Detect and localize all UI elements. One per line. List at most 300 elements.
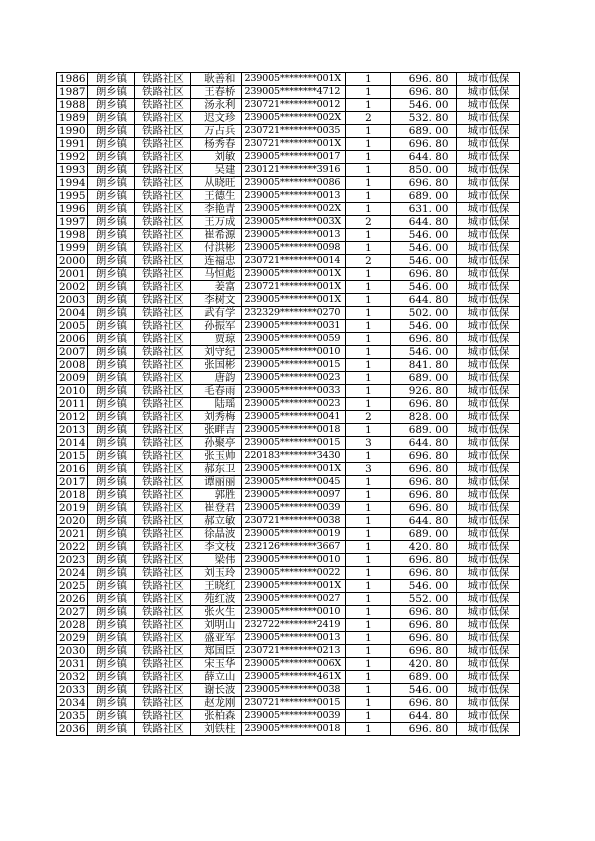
community-cell: 铁路社区	[135, 203, 191, 216]
table-row	[57, 424, 520, 437]
amount-cell: 689. 00	[391, 372, 457, 385]
table-row	[57, 463, 520, 476]
household-count-cell: 1	[346, 86, 391, 99]
table-row	[57, 73, 520, 86]
town-cell: 朗乡镇	[88, 73, 135, 86]
table-row	[57, 99, 520, 112]
household-count-cell: 1	[346, 593, 391, 606]
table-row	[57, 203, 520, 216]
row-number: 2013	[57, 424, 88, 437]
id-number-cell: 239005********002X	[242, 203, 346, 216]
table-row	[57, 697, 520, 710]
town-cell: 朗乡镇	[88, 281, 135, 294]
data-table	[56, 72, 520, 736]
community-cell: 铁路社区	[135, 463, 191, 476]
household-count-cell: 1	[346, 398, 391, 411]
household-count-cell: 1	[346, 450, 391, 463]
name-cell: 郝立敏	[191, 515, 242, 528]
amount-cell: 689. 00	[391, 424, 457, 437]
name-cell: 梁伟	[191, 554, 242, 567]
id-number-cell: 239005********0041	[242, 411, 346, 424]
assistance-type-cell: 城市低保	[457, 554, 520, 567]
amount-cell: 696. 80	[391, 502, 457, 515]
community-cell: 铁路社区	[135, 242, 191, 255]
name-cell: 郭胜	[191, 489, 242, 502]
community-cell: 铁路社区	[135, 255, 191, 268]
id-number-cell: 239005********006X	[242, 658, 346, 671]
household-count-cell: 1	[346, 164, 391, 177]
town-cell: 朗乡镇	[88, 203, 135, 216]
id-number-cell: 232722********2419	[242, 619, 346, 632]
amount-cell: 696. 80	[391, 697, 457, 710]
household-count-cell: 1	[346, 541, 391, 554]
community-cell: 铁路社区	[135, 112, 191, 125]
table-row	[57, 333, 520, 346]
row-number: 2003	[57, 294, 88, 307]
town-cell: 朗乡镇	[88, 411, 135, 424]
community-cell: 铁路社区	[135, 268, 191, 281]
amount-cell: 631. 00	[391, 203, 457, 216]
amount-cell: 696. 80	[391, 489, 457, 502]
household-count-cell: 1	[346, 346, 391, 359]
id-number-cell: 239005********0039	[242, 710, 346, 723]
household-count-cell: 1	[346, 372, 391, 385]
name-cell: 杨秀春	[191, 138, 242, 151]
name-cell: 张火生	[191, 606, 242, 619]
row-number: 2020	[57, 515, 88, 528]
id-number-cell: 239005********0013	[242, 632, 346, 645]
row-number: 1999	[57, 242, 88, 255]
name-cell: 盛亚军	[191, 632, 242, 645]
assistance-type-cell: 城市低保	[457, 528, 520, 541]
town-cell: 朗乡镇	[88, 645, 135, 658]
assistance-type-cell: 城市低保	[457, 450, 520, 463]
household-count-cell: 1	[346, 229, 391, 242]
amount-cell: 696. 80	[391, 554, 457, 567]
household-count-cell: 1	[346, 723, 391, 736]
table-row	[57, 307, 520, 320]
community-cell: 铁路社区	[135, 554, 191, 567]
community-cell: 铁路社区	[135, 359, 191, 372]
id-number-cell: 239005********0018	[242, 723, 346, 736]
amount-cell: 546. 00	[391, 320, 457, 333]
amount-cell: 689. 00	[391, 528, 457, 541]
amount-cell: 502. 00	[391, 307, 457, 320]
household-count-cell: 3	[346, 463, 391, 476]
table-row	[57, 580, 520, 593]
community-cell: 铁路社区	[135, 281, 191, 294]
table-row	[57, 177, 520, 190]
name-cell: 刘秀梅	[191, 411, 242, 424]
table-row	[57, 398, 520, 411]
assistance-type-cell: 城市低保	[457, 411, 520, 424]
row-number: 2011	[57, 398, 88, 411]
id-number-cell: 239005********001X	[242, 294, 346, 307]
amount-cell: 689. 00	[391, 190, 457, 203]
assistance-type-cell: 城市低保	[457, 151, 520, 164]
amount-cell: 850. 00	[391, 164, 457, 177]
id-number-cell: 239005********0010	[242, 606, 346, 619]
name-cell: 马恒彪	[191, 268, 242, 281]
assistance-type-cell: 城市低保	[457, 138, 520, 151]
community-cell: 铁路社区	[135, 658, 191, 671]
amount-cell: 696. 80	[391, 398, 457, 411]
row-number: 1992	[57, 151, 88, 164]
community-cell: 铁路社区	[135, 216, 191, 229]
table-row	[57, 541, 520, 554]
town-cell: 朗乡镇	[88, 229, 135, 242]
town-cell: 朗乡镇	[88, 580, 135, 593]
household-count-cell: 1	[346, 333, 391, 346]
id-number-cell: 239005********0027	[242, 593, 346, 606]
assistance-type-cell: 城市低保	[457, 86, 520, 99]
name-cell: 迟文珍	[191, 112, 242, 125]
row-number: 2029	[57, 632, 88, 645]
amount-cell: 696. 80	[391, 476, 457, 489]
table-row	[57, 242, 520, 255]
community-cell: 铁路社区	[135, 86, 191, 99]
household-count-cell: 1	[346, 307, 391, 320]
table-row	[57, 684, 520, 697]
id-number-cell: 239005********0045	[242, 476, 346, 489]
household-count-cell: 1	[346, 489, 391, 502]
amount-cell: 696. 80	[391, 268, 457, 281]
amount-cell: 689. 00	[391, 671, 457, 684]
assistance-type-cell: 城市低保	[457, 333, 520, 346]
assistance-type-cell: 城市低保	[457, 424, 520, 437]
amount-cell: 546. 00	[391, 242, 457, 255]
town-cell: 朗乡镇	[88, 268, 135, 281]
assistance-type-cell: 城市低保	[457, 619, 520, 632]
name-cell: 王春桥	[191, 86, 242, 99]
id-number-cell: 230721********0035	[242, 125, 346, 138]
amount-cell: 644. 80	[391, 710, 457, 723]
household-count-cell: 1	[346, 554, 391, 567]
assistance-type-cell: 城市低保	[457, 99, 520, 112]
household-count-cell: 2	[346, 411, 391, 424]
name-cell: 耿善和	[191, 73, 242, 86]
name-cell: 汤永利	[191, 99, 242, 112]
town-cell: 朗乡镇	[88, 502, 135, 515]
row-number: 2004	[57, 307, 88, 320]
household-count-cell: 1	[346, 203, 391, 216]
community-cell: 铁路社区	[135, 580, 191, 593]
id-number-cell: 239005********0031	[242, 320, 346, 333]
row-number: 2016	[57, 463, 88, 476]
town-cell: 朗乡镇	[88, 164, 135, 177]
household-count-cell: 1	[346, 424, 391, 437]
table-row	[57, 502, 520, 515]
assistance-type-cell: 城市低保	[457, 125, 520, 138]
amount-cell: 546. 00	[391, 684, 457, 697]
community-cell: 铁路社区	[135, 697, 191, 710]
community-cell: 铁路社区	[135, 476, 191, 489]
assistance-type-cell: 城市低保	[457, 177, 520, 190]
row-number: 2022	[57, 541, 88, 554]
household-count-cell: 1	[346, 320, 391, 333]
name-cell: 王万成	[191, 216, 242, 229]
town-cell: 朗乡镇	[88, 398, 135, 411]
row-number: 2008	[57, 359, 88, 372]
row-number: 2000	[57, 255, 88, 268]
assistance-type-cell: 城市低保	[457, 723, 520, 736]
amount-cell: 546. 00	[391, 281, 457, 294]
row-number: 2031	[57, 658, 88, 671]
community-cell: 铁路社区	[135, 528, 191, 541]
town-cell: 朗乡镇	[88, 385, 135, 398]
assistance-type-cell: 城市低保	[457, 320, 520, 333]
household-count-cell: 1	[346, 242, 391, 255]
row-number: 2036	[57, 723, 88, 736]
household-count-cell: 1	[346, 502, 391, 515]
row-number: 2032	[57, 671, 88, 684]
assistance-type-cell: 城市低保	[457, 242, 520, 255]
amount-cell: 696. 80	[391, 645, 457, 658]
amount-cell: 696. 80	[391, 333, 457, 346]
household-count-cell: 1	[346, 138, 391, 151]
id-number-cell: 239005********0059	[242, 333, 346, 346]
town-cell: 朗乡镇	[88, 541, 135, 554]
amount-cell: 644. 80	[391, 151, 457, 164]
town-cell: 朗乡镇	[88, 333, 135, 346]
amount-cell: 696. 80	[391, 632, 457, 645]
name-cell: 连福忠	[191, 255, 242, 268]
town-cell: 朗乡镇	[88, 606, 135, 619]
table-row	[57, 671, 520, 684]
household-count-cell: 1	[346, 671, 391, 684]
row-number: 1987	[57, 86, 88, 99]
table-row	[57, 645, 520, 658]
row-number: 1988	[57, 99, 88, 112]
name-cell: 谢长波	[191, 684, 242, 697]
row-number: 1990	[57, 125, 88, 138]
community-cell: 铁路社区	[135, 164, 191, 177]
town-cell: 朗乡镇	[88, 723, 135, 736]
household-count-cell: 2	[346, 255, 391, 268]
household-count-cell: 3	[346, 437, 391, 450]
assistance-type-cell: 城市低保	[457, 658, 520, 671]
table-row	[57, 112, 520, 125]
community-cell: 铁路社区	[135, 138, 191, 151]
town-cell: 朗乡镇	[88, 346, 135, 359]
table-row	[57, 359, 520, 372]
amount-cell: 552. 00	[391, 593, 457, 606]
table-row	[57, 489, 520, 502]
amount-cell: 828. 00	[391, 411, 457, 424]
household-count-cell: 1	[346, 515, 391, 528]
town-cell: 朗乡镇	[88, 86, 135, 99]
assistance-type-cell: 城市低保	[457, 593, 520, 606]
id-number-cell: 220183********3430	[242, 450, 346, 463]
community-cell: 铁路社区	[135, 593, 191, 606]
row-number: 1997	[57, 216, 88, 229]
id-number-cell: 239005********0010	[242, 346, 346, 359]
id-number-cell: 239005********4712	[242, 86, 346, 99]
name-cell: 张国彬	[191, 359, 242, 372]
row-number: 2014	[57, 437, 88, 450]
table-row	[57, 710, 520, 723]
row-number: 2015	[57, 450, 88, 463]
table-row	[57, 164, 520, 177]
household-count-cell: 1	[346, 606, 391, 619]
row-number: 1989	[57, 112, 88, 125]
community-cell: 铁路社区	[135, 372, 191, 385]
community-cell: 铁路社区	[135, 385, 191, 398]
row-number: 1994	[57, 177, 88, 190]
id-number-cell: 239005********0097	[242, 489, 346, 502]
name-cell: 李树文	[191, 294, 242, 307]
amount-cell: 546. 00	[391, 99, 457, 112]
household-count-cell: 1	[346, 658, 391, 671]
community-cell: 铁路社区	[135, 125, 191, 138]
table-row	[57, 554, 520, 567]
table-row	[57, 593, 520, 606]
household-count-cell: 1	[346, 385, 391, 398]
table-row	[57, 411, 520, 424]
assistance-type-cell: 城市低保	[457, 203, 520, 216]
row-number: 2028	[57, 619, 88, 632]
table-row	[57, 385, 520, 398]
id-number-cell: 230721********0014	[242, 255, 346, 268]
town-cell: 朗乡镇	[88, 307, 135, 320]
id-number-cell: 239005********0010	[242, 554, 346, 567]
town-cell: 朗乡镇	[88, 99, 135, 112]
community-cell: 铁路社区	[135, 489, 191, 502]
community-cell: 铁路社区	[135, 424, 191, 437]
table-row	[57, 216, 520, 229]
row-number: 1986	[57, 73, 88, 86]
community-cell: 铁路社区	[135, 723, 191, 736]
amount-cell: 696. 80	[391, 73, 457, 86]
town-cell: 朗乡镇	[88, 151, 135, 164]
table-row	[57, 450, 520, 463]
name-cell: 李艳青	[191, 203, 242, 216]
household-count-cell: 1	[346, 528, 391, 541]
id-number-cell: 239005********0022	[242, 567, 346, 580]
name-cell: 孙振军	[191, 320, 242, 333]
name-cell: 张柏森	[191, 710, 242, 723]
name-cell: 赵龙刚	[191, 697, 242, 710]
name-cell: 谭丽丽	[191, 476, 242, 489]
id-number-cell: 230721********0015	[242, 697, 346, 710]
amount-cell: 546. 00	[391, 580, 457, 593]
community-cell: 铁路社区	[135, 190, 191, 203]
table-row	[57, 658, 520, 671]
id-number-cell: 239005********002X	[242, 112, 346, 125]
name-cell: 万占兵	[191, 125, 242, 138]
name-cell: 刘玉玲	[191, 567, 242, 580]
assistance-type-cell: 城市低保	[457, 385, 520, 398]
town-cell: 朗乡镇	[88, 632, 135, 645]
table-row	[57, 632, 520, 645]
id-number-cell: 239005********0039	[242, 502, 346, 515]
id-number-cell: 239005********003X	[242, 216, 346, 229]
table-row	[57, 125, 520, 138]
town-cell: 朗乡镇	[88, 463, 135, 476]
id-number-cell: 230721********0012	[242, 99, 346, 112]
town-cell: 朗乡镇	[88, 671, 135, 684]
household-count-cell: 1	[346, 710, 391, 723]
name-cell: 李文枝	[191, 541, 242, 554]
table-row	[57, 190, 520, 203]
row-number: 2019	[57, 502, 88, 515]
name-cell: 吴建	[191, 164, 242, 177]
town-cell: 朗乡镇	[88, 567, 135, 580]
table-row	[57, 476, 520, 489]
community-cell: 铁路社区	[135, 151, 191, 164]
table-row	[57, 294, 520, 307]
assistance-type-cell: 城市低保	[457, 359, 520, 372]
name-cell: 刘敏	[191, 151, 242, 164]
amount-cell: 926. 80	[391, 385, 457, 398]
town-cell: 朗乡镇	[88, 697, 135, 710]
table-row	[57, 346, 520, 359]
town-cell: 朗乡镇	[88, 619, 135, 632]
id-number-cell: 239005********461X	[242, 671, 346, 684]
town-cell: 朗乡镇	[88, 684, 135, 697]
town-cell: 朗乡镇	[88, 476, 135, 489]
assistance-type-cell: 城市低保	[457, 229, 520, 242]
household-count-cell: 1	[346, 190, 391, 203]
row-number: 1993	[57, 164, 88, 177]
table-row	[57, 268, 520, 281]
amount-cell: 546. 00	[391, 255, 457, 268]
row-number: 2017	[57, 476, 88, 489]
name-cell: 贾琼	[191, 333, 242, 346]
community-cell: 铁路社区	[135, 645, 191, 658]
assistance-type-cell: 城市低保	[457, 710, 520, 723]
household-count-cell: 1	[346, 476, 391, 489]
name-cell: 徐晶波	[191, 528, 242, 541]
town-cell: 朗乡镇	[88, 450, 135, 463]
table-row	[57, 86, 520, 99]
id-number-cell: 230721********0038	[242, 515, 346, 528]
town-cell: 朗乡镇	[88, 190, 135, 203]
household-count-cell: 1	[346, 125, 391, 138]
id-number-cell: 239005********001X	[242, 268, 346, 281]
town-cell: 朗乡镇	[88, 294, 135, 307]
town-cell: 朗乡镇	[88, 359, 135, 372]
household-count-cell: 2	[346, 112, 391, 125]
community-cell: 铁路社区	[135, 606, 191, 619]
community-cell: 铁路社区	[135, 515, 191, 528]
amount-cell: 696. 80	[391, 606, 457, 619]
row-number: 2007	[57, 346, 88, 359]
assistance-type-cell: 城市低保	[457, 502, 520, 515]
household-count-cell: 1	[346, 99, 391, 112]
household-count-cell: 1	[346, 697, 391, 710]
row-number: 2034	[57, 697, 88, 710]
amount-cell: 841. 80	[391, 359, 457, 372]
town-cell: 朗乡镇	[88, 658, 135, 671]
amount-cell: 696. 80	[391, 138, 457, 151]
town-cell: 朗乡镇	[88, 112, 135, 125]
name-cell: 郑国臣	[191, 645, 242, 658]
assistance-type-cell: 城市低保	[457, 567, 520, 580]
town-cell: 朗乡镇	[88, 528, 135, 541]
assistance-type-cell: 城市低保	[457, 307, 520, 320]
assistance-type-cell: 城市低保	[457, 73, 520, 86]
id-number-cell: 239005********0013	[242, 190, 346, 203]
amount-cell: 644. 80	[391, 294, 457, 307]
amount-cell: 696. 80	[391, 463, 457, 476]
amount-cell: 696. 80	[391, 567, 457, 580]
assistance-type-cell: 城市低保	[457, 580, 520, 593]
name-cell: 陆瑶	[191, 398, 242, 411]
household-count-cell: 1	[346, 268, 391, 281]
town-cell: 朗乡镇	[88, 554, 135, 567]
id-number-cell: 230721********0213	[242, 645, 346, 658]
